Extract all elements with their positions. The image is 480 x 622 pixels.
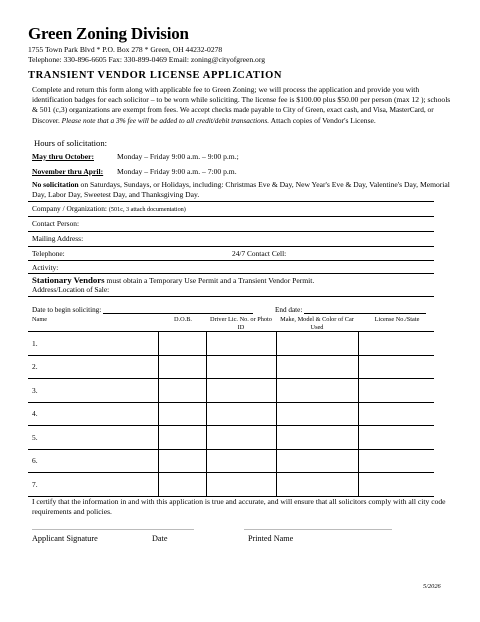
printed-name-line[interactable] [244, 529, 392, 530]
cell[interactable] [358, 449, 434, 473]
hours-label: November thru April: [32, 167, 104, 176]
hours-label: May thru October: [32, 152, 94, 161]
begin-date-field[interactable] [32, 305, 253, 314]
company-note: (501c, 3 attach documentation) [108, 206, 186, 213]
activity-field[interactable]: Activity: [32, 263, 59, 272]
applicant-signature-label: Applicant Signature [32, 534, 98, 543]
location-field[interactable]: Address/Location of Sale: [32, 285, 110, 294]
cell[interactable] [206, 379, 276, 403]
row-number[interactable]: 5. [28, 426, 158, 450]
divider [28, 216, 434, 217]
divider [28, 231, 434, 232]
cell[interactable] [358, 473, 434, 497]
cell[interactable] [276, 379, 358, 403]
divider [28, 273, 434, 274]
cell[interactable] [276, 473, 358, 497]
contact-line: Telephone: 330-896-6605 Fax: 330-899-0469 Email: zoning@cityofgreen.org [28, 55, 266, 64]
cell[interactable] [158, 379, 206, 403]
company-label: Company / Organization: [32, 204, 107, 213]
cell[interactable] [206, 449, 276, 473]
col-header-car: Make, Model & Color of Car Used [280, 316, 354, 331]
cell[interactable] [276, 355, 358, 379]
contact-person-field[interactable]: Contact Person: [32, 219, 80, 228]
cell[interactable] [206, 355, 276, 379]
cell[interactable] [206, 426, 276, 450]
table-row [28, 473, 434, 497]
row-number[interactable]: 1. [28, 332, 158, 356]
mailing-address-field[interactable]: Mailing Address: [32, 234, 84, 243]
hours-heading: Hours of solicitation: [34, 138, 108, 148]
table-row [28, 332, 434, 356]
table-row [28, 379, 434, 403]
table-row [28, 449, 434, 473]
row-number[interactable]: 3. [28, 379, 158, 403]
begin-date-label: Date to begin soliciting: [32, 306, 102, 314]
begin-date-line [103, 305, 253, 314]
col-header-license: License No./State [374, 316, 420, 323]
divider [28, 246, 434, 247]
certification-statement: I certify that the information in and with this application is true and accurate, and will ensure that all solicitors comply with all city code requirements and policies. [32, 497, 446, 516]
cell[interactable] [276, 332, 358, 356]
cell[interactable] [158, 332, 206, 356]
applicant-signature-line[interactable] [32, 529, 194, 530]
intro-fee-note: Please note that a 3% fee will be added to all credit/debit transactions. [61, 115, 270, 125]
intro-attach: Attach copies of Vendor's License. [270, 115, 376, 125]
divider [28, 296, 434, 297]
cell[interactable] [358, 402, 434, 426]
form-title: TRANSIENT VENDOR LICENSE APPLICATION [28, 70, 283, 81]
divider [28, 201, 434, 202]
hours-row-winter [32, 167, 237, 176]
solicitors-table [28, 331, 434, 497]
cell[interactable] [358, 379, 434, 403]
cell[interactable] [158, 449, 206, 473]
table-row [28, 355, 434, 379]
hours-row-summer [32, 152, 239, 161]
row-number[interactable]: 6. [28, 449, 158, 473]
intro-paragraph [32, 85, 452, 126]
row-number[interactable]: 4. [28, 402, 158, 426]
col-header-name: Name [32, 316, 48, 323]
cell[interactable] [206, 473, 276, 497]
hours-value: Monday – Friday 9:00 a.m. – 7:00 p.m. [117, 167, 237, 176]
col-header-driver-lic: Driver Lic. No. or Photo ID [210, 316, 272, 331]
table-row [28, 402, 434, 426]
table-row [28, 426, 434, 450]
stationary-text: must obtain a Temporary Use Permit and a Transient Vendor Permit. [106, 276, 315, 285]
cell[interactable] [206, 332, 276, 356]
cell[interactable] [158, 402, 206, 426]
revision-date: 5/2026 [423, 583, 441, 590]
cell[interactable] [358, 332, 434, 356]
cell[interactable] [358, 355, 434, 379]
company-field[interactable] [32, 204, 186, 213]
intro-payment: We accept checks made payable to City of Green, exact cash, and Visa, MasterCard, or Discover. [32, 105, 434, 125]
printed-name-label: Printed Name [248, 534, 294, 543]
telephone-field[interactable]: Telephone: [32, 249, 65, 258]
cell[interactable] [158, 426, 206, 450]
divider [28, 260, 434, 261]
hours-value: Monday – Friday 9:00 a.m. – 9:00 p.m.; [117, 152, 239, 161]
no-solicitation-note [32, 180, 452, 200]
end-date-line [304, 305, 426, 314]
stationary-vendors-note [32, 275, 314, 285]
no-solicitation-text: on Saturdays, Sundays, or Holidays, including: Christmas Eve & Day, New Year's Eve & Day, Valentine's Day, Memorial Day, Labor Day, Sweetest Day, and Thanksgiving Day. [32, 180, 450, 199]
date-label: Date [152, 534, 168, 543]
row-number[interactable]: 2. [28, 355, 158, 379]
page-title: Green Zoning Division [28, 24, 189, 43]
cell[interactable] [158, 355, 206, 379]
intro-main: Complete and return this form along with applicable fee to Green Zoning; we will process the application and provide you with identification badges for each solicitor – to be worn while soliciting. The license fee is $100.00 plus $50.00 per person (max 12 ); schools & 501 (c,3) organizations are exempt from fees. [32, 85, 451, 115]
end-date-field[interactable] [275, 305, 426, 314]
cell[interactable] [276, 402, 358, 426]
end-date-label: End date: [275, 306, 303, 314]
col-header-dob: D.O.B. [173, 316, 193, 323]
cell[interactable] [276, 426, 358, 450]
address-line: 1755 Town Park Blvd * P.O. Box 278 * Green, OH 44232-0278 [28, 45, 223, 54]
cell[interactable] [358, 426, 434, 450]
cell[interactable] [206, 402, 276, 426]
stationary-label: Stationary Vendors [32, 275, 105, 285]
no-solicitation-label: No solicitation [32, 180, 79, 189]
cell-field[interactable]: 24/7 Contact Cell: [232, 249, 287, 258]
row-number[interactable]: 7. [28, 473, 158, 497]
cell[interactable] [276, 449, 358, 473]
cell[interactable] [158, 473, 206, 497]
